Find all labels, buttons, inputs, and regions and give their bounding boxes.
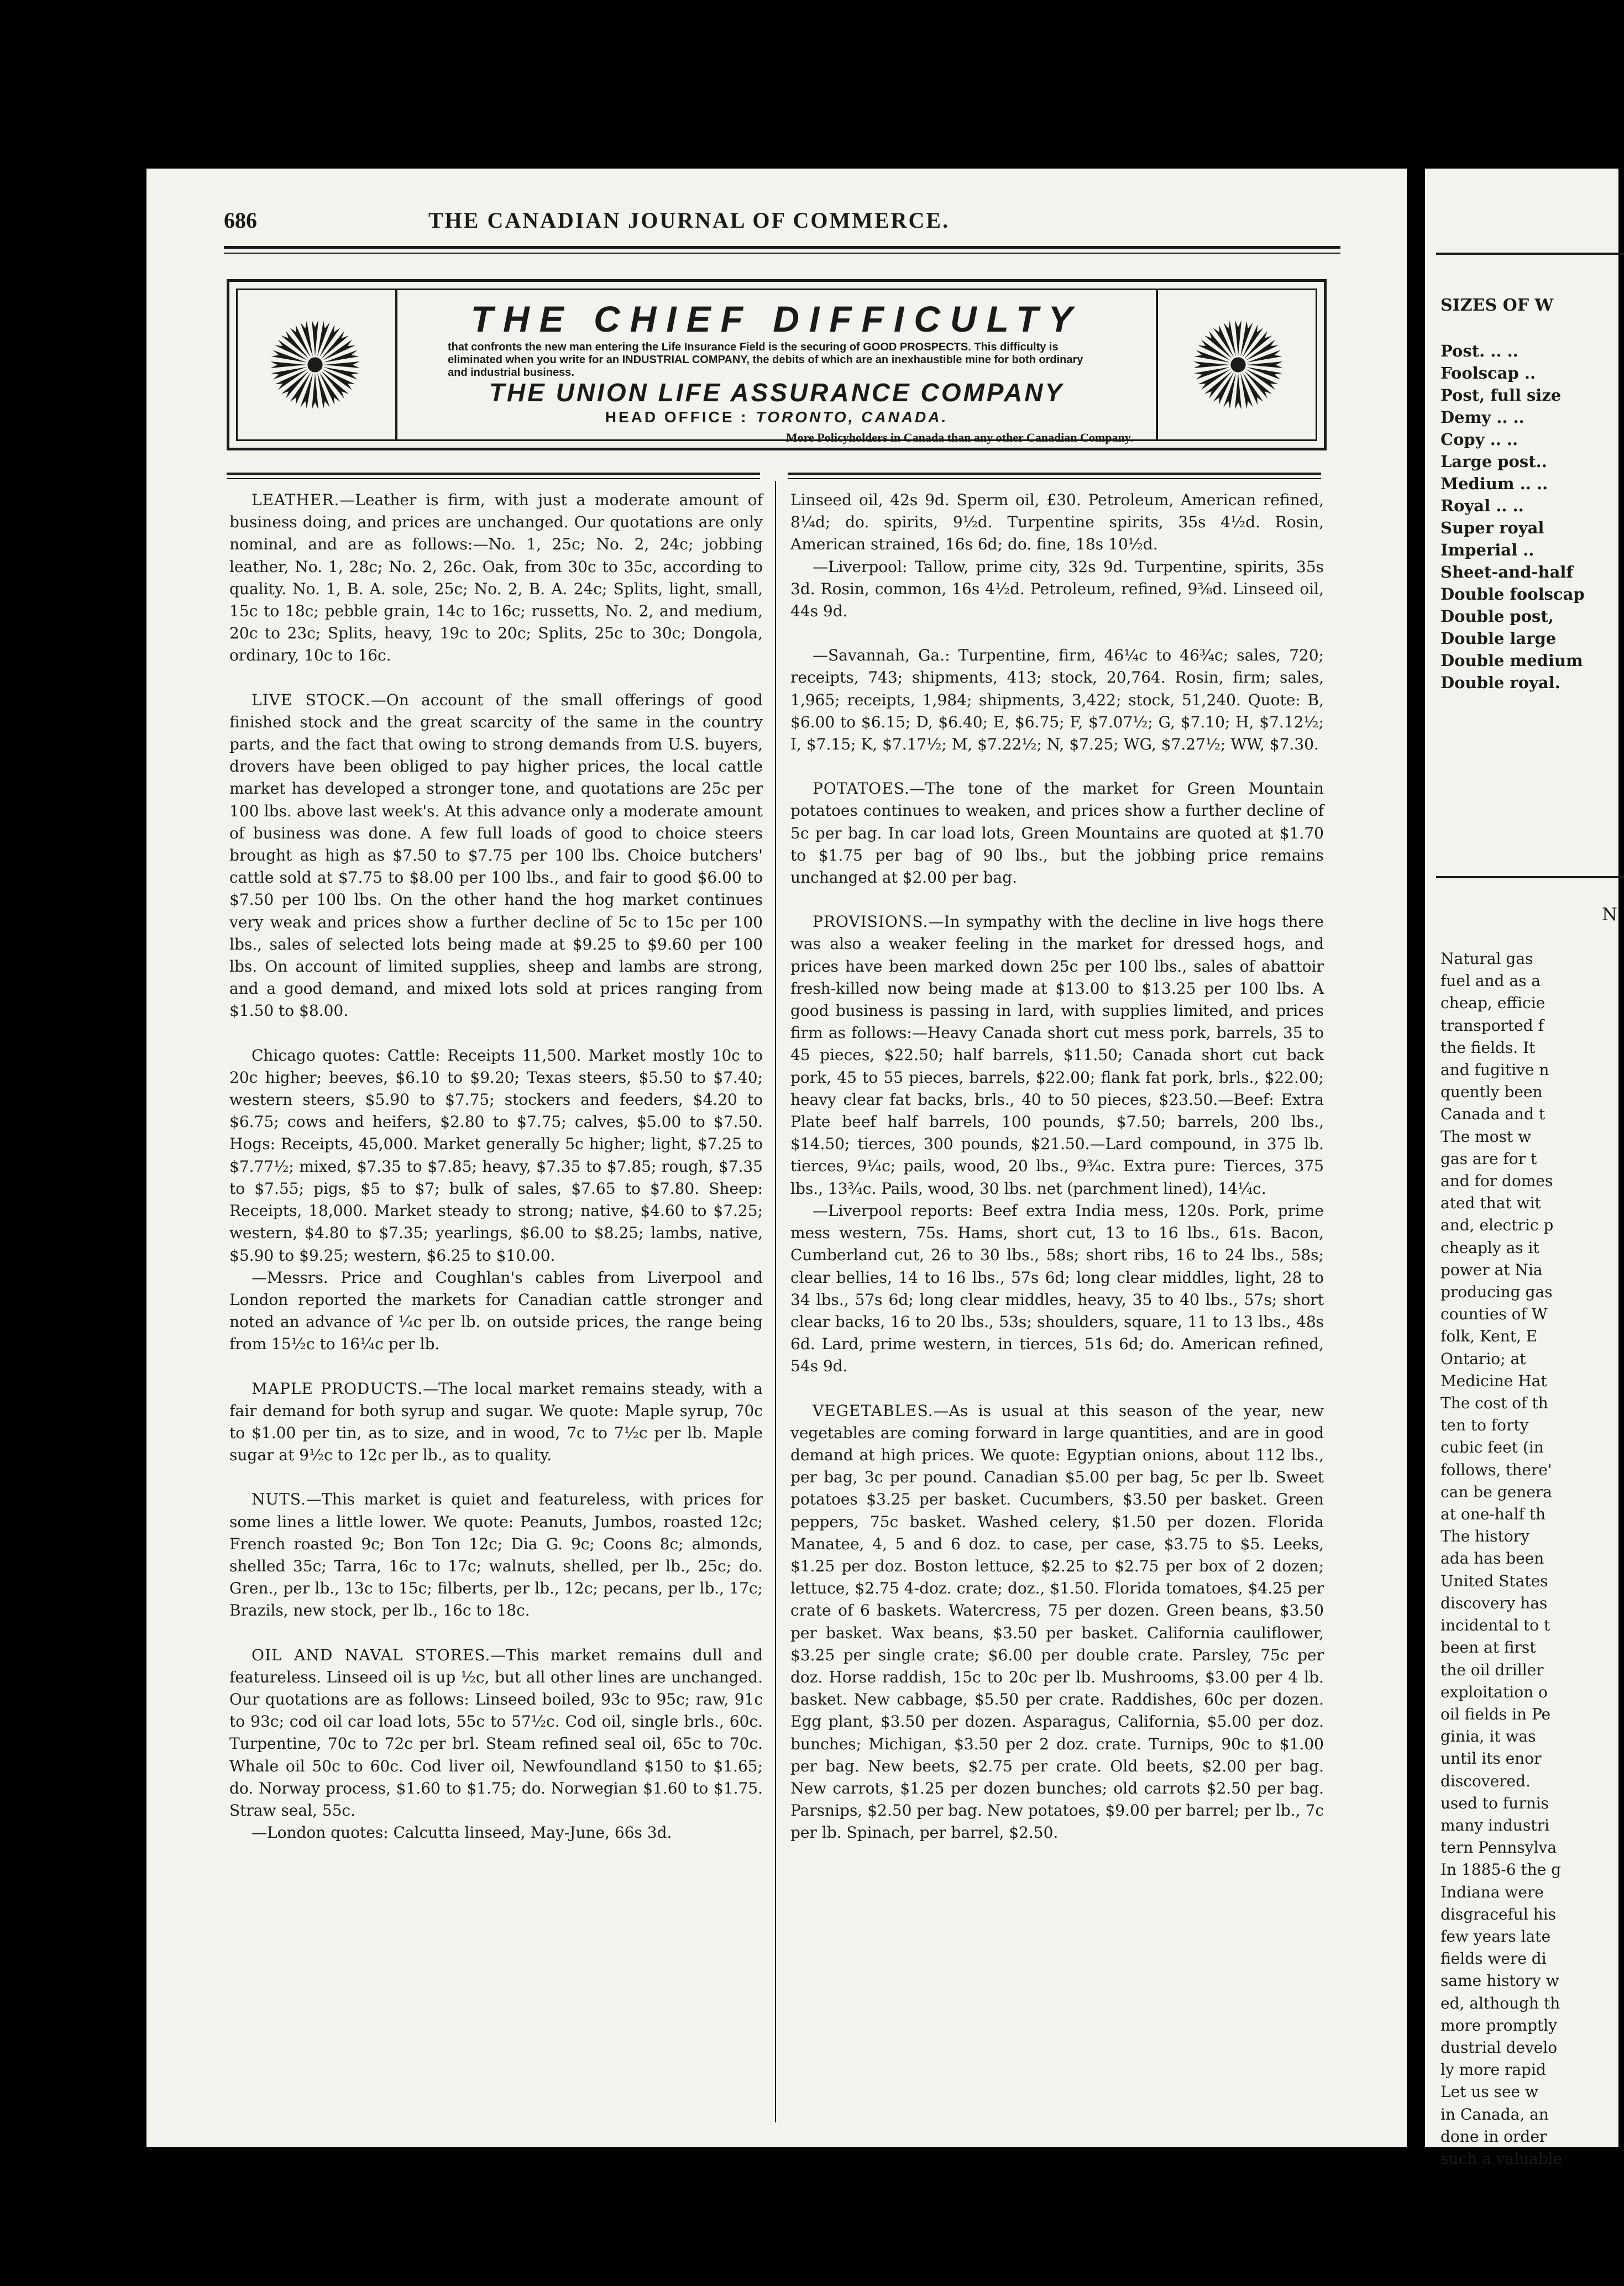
paragraph-text: —Leather is firm, with just a moderate amount of business doing, and prices are unchanged. Our quotations are only nominal, and are as follows:—No. 1, 25c; No. 2, 24c; jobbing leather, No. 1, 28c; No. 2, 26c. Oak, from 30c to 35c, according to quality. No. 1, B. A. sole, 25c; No. 2, B. A. 24c; Splits, light, small, 15c to 18c; pebble grain, 14c to 16c; russetts, No. 2, and medium, 20c to 23c; Splits, heavy, 19c to 20c; Splits, 25c to 30c; Dongola, ordinary, 10c to 16c.: [229, 491, 763, 665]
article-line: In 1885-6 the g: [1440, 1860, 1562, 1879]
market-paragraph: [229, 689, 763, 1023]
article-line: Medicine Hat: [1440, 1371, 1547, 1390]
paragraph-heading: PROVISIONS.: [813, 913, 929, 931]
paragraph-text: —Savannah, Ga.: Turpentine, firm, 46¼c to 46¾c; sales, 720; receipts, 743; shipments, 413; stock, 20,764. Rosin, firm; sales, 1,965; receipts, 1,984; shipments, 3,422; stock, 51,240. Quote: B, $6.00 to $6.15; D, $6.40; E, $6.75; F, $7.07½; G, $7.10; H, $7.12½; I, $7.15; K, $7.17½; M, $7.22½; N, $7.25; WG, $7.27½; WW, $7.30.: [790, 646, 1324, 754]
article-line: incidental to t: [1440, 1616, 1550, 1635]
advertisement-inner-frame: [236, 289, 1317, 444]
article-line: can be genera: [1440, 1482, 1552, 1501]
article-line: Indiana were: [1440, 1883, 1544, 1901]
market-paragraph: [229, 1267, 763, 1356]
paper-size-item: Sheet-and-half: [1440, 563, 1573, 581]
union-life-advertisement: [227, 279, 1327, 450]
article-line: and for domes: [1440, 1172, 1553, 1191]
article-line: The most w: [1440, 1127, 1532, 1146]
paper-size-item: Double royal.: [1440, 673, 1560, 692]
article-line: follows, there': [1440, 1460, 1552, 1479]
article-line: and fugitive n: [1440, 1061, 1549, 1079]
paper-size-item: Double foolscap: [1440, 585, 1585, 604]
article-line: producing gas: [1440, 1283, 1553, 1302]
article-line: ed, although th: [1440, 1994, 1560, 2012]
market-paragraph: [229, 1644, 763, 1822]
paragraph-heading: OIL AND NAVAL STORES.: [252, 1645, 491, 1664]
paragraph-text: —London quotes: Calcutta linseed, May-June, 66s 3d.: [252, 1823, 672, 1842]
article-line: few years late: [1440, 1927, 1551, 1946]
paragraph-text: —On account of the small offerings of good finished stock and the great scarcity of the same in the country parts, and the fact that owing to strong demands from U.S. buyers, drovers have been obliged to pay higher prices, the local cattle market has developed a stronger tone, and quotations are 25c per 100 lbs. above last week's. At this advance only a moderate amount of business was done. A few full loads of good to choice steers brought as high as $7.50 to $7.75 per 100 lbs. Choice butchers' cattle sold at $7.75 to $8.00 per 100 lbs., and fair to good $6.00 to $7.50 per 100 lbs. On the other hand the hog market continues very weak and prices show a further decline of 5c to 15c per 100 lbs., sales of selected lots being made at $9.25 to $9.60 per 100 lbs. On account of limited supplies, sheep and lambs are strong, and a good demand, and mixed lots sold at prices ranging from $1.50 to $8.00.: [229, 690, 763, 1020]
adjacent-header-rule: [1436, 253, 1624, 255]
article-line: ada has been: [1440, 1549, 1544, 1568]
paragraph-heading: MAPLE PRODUCTS.: [252, 1379, 423, 1398]
paper-size-item: Foolscap ..: [1440, 364, 1536, 382]
paper-size-item: Post. .. ..: [1440, 342, 1518, 360]
column-divider: [775, 481, 776, 2122]
market-paragraph: [790, 911, 1324, 1200]
paragraph-text: —This market remains dull and featureless. Linseed oil is up ½c, but all other lines are unchanged. Our quotations are as follows: Linseed boiled, 93c to 95c; raw, 91c to 93c; cod oil car load lots, 55c to 57½c. Cod oil, single brls., 60c. Turpentine, 70c to 72c per brl. Steam refined seal oil, 65c to 70c. Whale oil 50c to 60c. Cod liver oil, Newfoundland $150 to $1.65; do. Norway process, $1.60 to $1.75; do. Norwegian $1.60 to $1.75. Straw seal, 55c.: [229, 1645, 763, 1820]
article-line: cubic feet (in: [1440, 1438, 1544, 1457]
paragraph-text: —As is usual at this season of the year, new vegetables are coming forward in large quantities, and are in good demand at high prices. We quote: Egyptian onions, about 112 lbs., per bag, 3c per pound. Canadian $5.00 per bag, 5c per lb. Sweet potatoes $3.25 per basket. Cucumbers, $3.50 per basket. Green peppers, 75c basket. Washed celery, $1.50 per dozen. Florida Manatee, 4, 5 and 6 doz. to case, per case, $3.75 to $5. Leeks, $1.25 per doz. Boston lettuce, $2.25 to $2.75 per box of 2 dozen; lettuce, $2.75 4-doz. crate; doz., $1.50. Florida tomatoes, $4.25 per crate of 6 baskets. Watercress, 75 per dozen. Green beans, $3.50 per basket. Wax beans, $3.50 per basket. California cauliflower, $3.25 per single crate; $6.00 per double crate. Parsley, 75c per doz. Horse raddish, 15c to 20c per lb. Mushrooms, $3.00 per 4 lb. basket. New cabbage, $5.50 per crate. Raddishes, 60c per dozen. Egg plant, $3.50 per dozen. Asparagus, California, $5.00 per doz. bunches; Michigan, $3.50 per 2 doz. crate. Turnips, 90c to $1.00 per bag. New beets, $2.75 per crate. Old beets, $2.00 per bag. New carrots, $1.25 per dozen bunches; old carrots $2.50 per bag. Parsnips, $2.50 per bag. New potatoes, $9.00 per barrel; per lb., 7c per lb. Spinach, per barrel, $2.50.: [790, 1401, 1324, 1842]
natural-gas-article-fragment: [1440, 948, 1562, 2170]
head-office-city: TORONTO, CANADA.: [756, 408, 949, 426]
paper-size-item: Medium .. ..: [1440, 474, 1548, 493]
adjacent-page-fragment: [1425, 169, 1618, 2168]
market-paragraph: [229, 1378, 763, 1467]
article-line: same history w: [1440, 1972, 1559, 1990]
section-rule-right-thin: [788, 478, 1321, 479]
article-line: done in order: [1440, 2127, 1547, 2146]
paragraph-heading: NUTS.: [252, 1490, 306, 1509]
advertisement-tagline: that confronts the new man entering the Life Insurance Field is the securing of GOOD PROSPECTS. This difficulty is eliminated when you write for an INDUSTRIAL COMPANY, the debits of which are an inexhaustible mine for both ordinary and industrial business.: [448, 341, 1083, 379]
article-line: used to furnis: [1440, 1794, 1549, 1812]
article-line: in Canada, an: [1440, 2105, 1549, 2124]
article-line: The history: [1440, 1527, 1529, 1546]
paragraph-text: —The tone of the market for Green Mountain potatoes continues to weaken, and prices show a further decline of 5c per bag. In car load lots, Green Mountains are quoted at $1.70 to $1.75 per bag of 90 lbs., but the jobbing price remains unchanged at $2.00 per bag.: [790, 779, 1324, 887]
market-paragraph: [790, 556, 1324, 623]
market-report-left-column: [229, 489, 763, 1866]
paragraph-heading: LIVE STOCK.: [252, 690, 371, 709]
article-line: and, electric p: [1440, 1216, 1554, 1235]
article-line: ly more rapid: [1440, 2060, 1546, 2079]
page-number: 686: [224, 208, 257, 233]
paper-size-item: Imperial ..: [1440, 541, 1534, 559]
market-paragraph: [229, 1488, 763, 1622]
paper-size-item: Large post..: [1440, 452, 1547, 471]
article-line: ginia, it was: [1440, 1727, 1536, 1746]
paragraph-text: —This market is quiet and featureless, with prices for some lines a little lower. We quote: Peanuts, Jumbos, roasted 12c; French roasted 9c; Bon Ton 12c; Dia G. 9c; Coons 8c; almonds, shelled 35c; Tarra, 16c to 17c; walnuts, shelled, per lb., 25c; do. Gren., per lb., 13c to 15c; filberts, per lb., 12c; pecans, per lb., 17c; Brazils, new stock, per lb., 16c to 18c.: [229, 1490, 763, 1620]
header-rule: [224, 246, 1340, 249]
adjacent-page-title: SIZES OF W: [1440, 296, 1554, 315]
article-line: Ontario; at: [1440, 1349, 1526, 1368]
paper-size-item: Demy .. ..: [1440, 408, 1525, 427]
paper-size-item: Copy .. ..: [1440, 430, 1518, 449]
running-header: [224, 207, 1340, 235]
paragraph-heading: POTATOES.: [813, 779, 910, 798]
article-line: folk, Kent, E: [1440, 1327, 1538, 1346]
article-line: United States: [1440, 1571, 1548, 1590]
article-line: Canada and t: [1440, 1105, 1546, 1124]
article-line: counties of W: [1440, 1305, 1548, 1324]
article-line: exploitation o: [1440, 1682, 1548, 1701]
paragraph-heading: LEATHER.: [252, 491, 340, 509]
article-line: disgraceful his: [1440, 1905, 1557, 1923]
paragraph-text: —Liverpool reports: Beef extra India mess, 120s. Pork, prime mess western, 75s. Hams, short cut, 13 to 16 lbs., 61s. Bacon, Cumberland cut, 26 to 30 lbs., 58s; short ribs, 16 to 24 lbs., 58s; clear bellies, 14 to 16 lbs., 57s 6d; long clear middles, light, 28 to 34 lbs., 57s 6d; long clear middles, heavy, 35 to 40 lbs., 57s; short clear backs, 16 to 20 lbs., 53s; shoulders, square, 11 to 13 lbs., 48s 6d. Lard, prime western, in tierces, 51s 6d; do. American refined, 54s 9d.: [790, 1201, 1324, 1376]
paragraph-text: —The local market remains steady, with a fair demand for both syrup and sugar. We quote: Maple syrup, 70c to $1.00 per tin, as to size, and in wood, 7c to 7½c per lb. Maple sugar at 9½c to 12c per lb., as to quality.: [229, 1379, 763, 1465]
article-line: discovery has: [1440, 1593, 1548, 1612]
adjacent-section-letter: N: [1602, 904, 1617, 925]
article-line: oil fields in Pe: [1440, 1705, 1551, 1723]
paragraph-text: —In sympathy with the decline in live hogs there was also a weaker feeling in the market for dressed hogs, and prices have been marked down 25c per 100 lbs., sales of abattoir fresh-killed now being made at $13.00 to $13.25 per 100 lbs. A good business is passing in lard, with supplies limited, and prices firm as follows:—Heavy Canada short cut mess pork, barrels, 35 to 45 pieces, $22.50; half barrels, $11.50; Canada short cut back pork, 45 to 55 pieces, barrels, $22.00; flank fat pork, brls., $22.00; heavy clear fat backs, brls., 40 to 50 pieces, $23.50.—Beef: Extra Plate beef half barrels, 100 pounds, $7.50; barrels, 200 lbs., $14.50; tierces, 300 pounds, $21.50.—Lard compound, in 375 lb. tierces, 9¼c; pails, wood, 20 lbs., 9¾c. Extra pure: Tierces, 375 lbs., 13¾c. Pails, wood, 30 lbs. net (parchment lined), 14¼c.: [790, 913, 1324, 1198]
article-line: gas are for t: [1440, 1149, 1537, 1168]
market-paragraph: [229, 1822, 763, 1844]
article-line: ten to forty: [1440, 1416, 1529, 1435]
header-rule-thin: [224, 253, 1340, 254]
section-rule-left: [227, 473, 760, 475]
advertisement-headline: THE CHIEF DIFFICULTY: [470, 298, 1083, 339]
paper-size-item: Post, full size: [1440, 386, 1562, 405]
market-paragraph: [229, 489, 763, 667]
article-line: Let us see w: [1440, 2083, 1538, 2101]
article-line: discovered.: [1440, 1771, 1531, 1790]
article-line: cheap, efficie: [1440, 994, 1546, 1013]
paragraph-text: —Messrs. Price and Coughlan's cables from Liverpool and London reported the markets for Canadian cattle stronger and noted an advance of ¼c per lb. on outside prices, the range being from 15½c to 16¼c per lb.: [229, 1268, 763, 1354]
paper-size-item: Super royal: [1440, 518, 1544, 537]
article-line: tern Pennsylva: [1440, 1838, 1557, 1857]
market-report-right-column: [790, 489, 1324, 1866]
article-line: dustrial develo: [1440, 2038, 1558, 2057]
paragraph-text: —Liverpool: Tallow, prime city, 32s 9d. Turpentine, spirits, 35s 3d. Rosin, common, 16s 4½d. Petroleum, refined, 9⅜d. Linseed oil, 44s 9d.: [790, 557, 1324, 621]
market-paragraph: [790, 1400, 1324, 1844]
article-line: transported f: [1440, 1016, 1544, 1035]
paper-sizes-list: [1440, 340, 1585, 694]
article-line: Natural gas: [1440, 950, 1533, 968]
article-line: the oil driller: [1440, 1660, 1544, 1679]
paragraph-text: Linseed oil, 42s 9d. Sperm oil, £30. Petroleum, American refined, 8¼d; do. spirits, 9½d. Turpentine spirits, 35s 4½d. Rosin, American strained, 16s 6d; do. fine, 18s 10½d.: [790, 491, 1324, 554]
advertisement-head-office: [238, 408, 1316, 426]
paper-size-item: Double post,: [1440, 607, 1554, 626]
adjacent-table-rule: [1436, 876, 1624, 878]
paper-size-item: Double medium: [1440, 651, 1583, 670]
journal-page: [146, 169, 1407, 2147]
article-line: until its enor: [1440, 1749, 1542, 1768]
article-line: such a valuable: [1440, 2149, 1563, 2168]
article-line: cheaply as it: [1440, 1238, 1539, 1257]
market-paragraph: [790, 1200, 1324, 1378]
article-line: quently been: [1440, 1083, 1543, 1102]
head-office-label: HEAD OFFICE :: [605, 408, 748, 426]
section-rule-left-thin: [227, 478, 760, 479]
section-rule-right: [788, 473, 1321, 475]
article-line: been at first: [1440, 1638, 1536, 1657]
paper-size-item: Royal .. ..: [1440, 496, 1524, 515]
market-paragraph: [790, 644, 1324, 756]
paper-size-item: Double large: [1440, 629, 1557, 648]
journal-title: THE CANADIAN JOURNAL OF COMMERCE.: [428, 208, 950, 233]
article-line: fields were di: [1440, 1949, 1547, 1968]
advertisement-company-name: THE UNION LIFE ASSURANCE COMPANY: [489, 378, 1065, 407]
advertisement-footer: More Policyholders in Canada than any other Canadian Company.: [785, 431, 1133, 444]
article-line: The cost of th: [1440, 1394, 1548, 1413]
market-paragraph: [790, 778, 1324, 889]
market-paragraph: [229, 1045, 763, 1267]
market-paragraph: [790, 489, 1324, 556]
article-line: many industri: [1440, 1816, 1549, 1834]
article-line: ated that wit: [1440, 1194, 1541, 1213]
article-line: fuel and as a: [1440, 972, 1541, 990]
paragraph-heading: VEGETABLES.: [813, 1401, 934, 1420]
article-line: the fields. It: [1440, 1038, 1536, 1057]
article-line: more promptly: [1440, 2016, 1557, 2035]
article-line: at one-half th: [1440, 1505, 1546, 1524]
paragraph-text: Chicago quotes: Cattle: Receipts 11,500. Market mostly 10c to 20c higher; beeves, $6.10 to $9.20; Texas steers, $5.50 to $7.40; western steers, $5.90 to $7.75; stockers and feeders, $4.20 to $6.75; cows and heifers, $2.80 to $7.75; calves, $5.00 to $7.50. Hogs: Receipts, 45,000. Market generally 5c higher; light, $7.25 to $7.77½; mixed, $7.35 to $7.85; heavy, $7.35 to $7.85; rough, $7.35 to $7.55; pigs, $5 to $7; bulk of sales, $7.65 to $7.80. Sheep: Receipts, 18,000. Market steady to strong; native, $4.60 to $7.25; western, $4.80 to $7.35; yearlings, $6.00 to $8.25; lambs, native, $5.90 to $9.25; western, $6.25 to $10.00.: [229, 1046, 763, 1265]
article-line: power at Nia: [1440, 1260, 1543, 1279]
